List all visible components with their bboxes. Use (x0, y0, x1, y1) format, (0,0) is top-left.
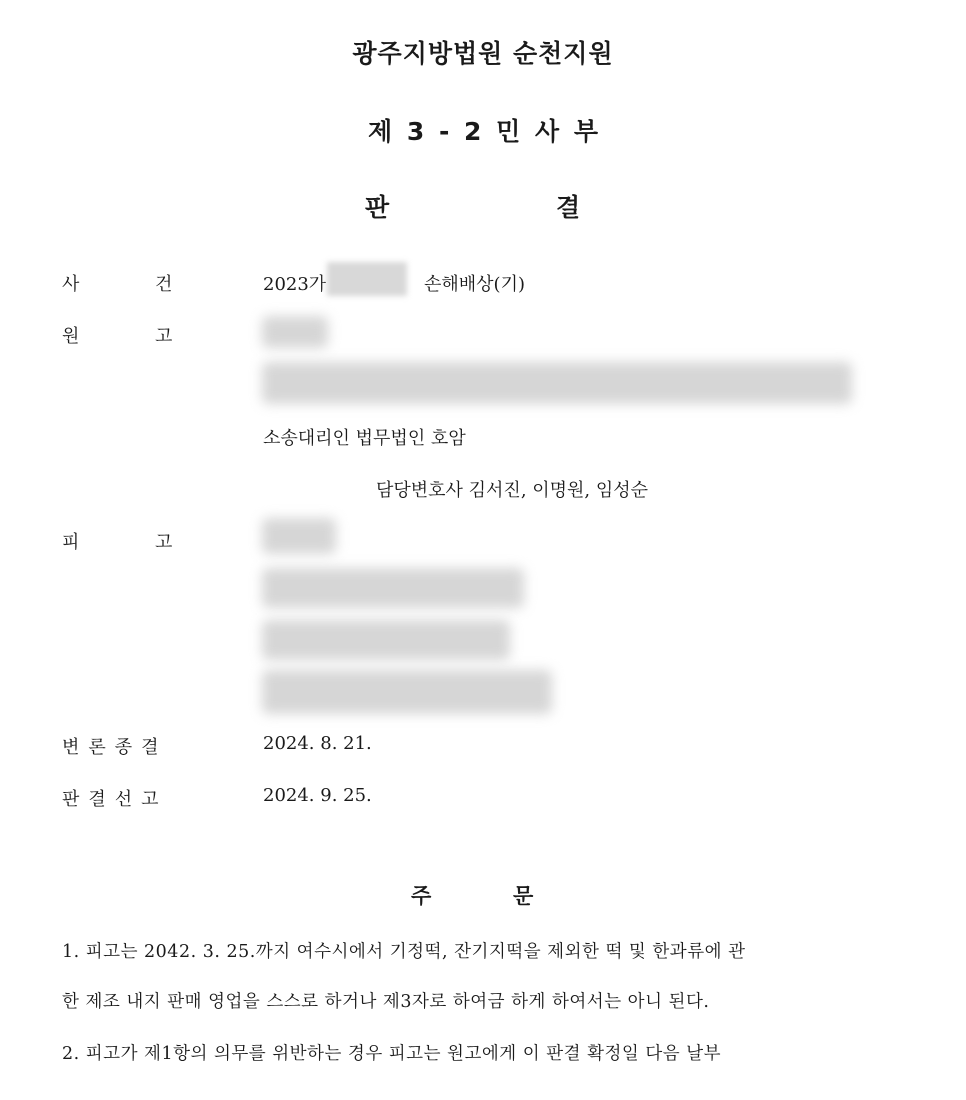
verdict-date: 2024. 9. 25. (263, 785, 372, 806)
redacted-case-number (327, 262, 407, 296)
document-title-first-char: 판 (365, 193, 390, 222)
closing-label: 변론종결 (62, 737, 168, 758)
order-line-3: 2. 피고가 제1항의 의무를 위반하는 경우 피고는 원고에게 이 판결 확정일 다음 날부 (62, 1044, 722, 1064)
plaintiff-row: 원 고 (62, 326, 173, 347)
case-row: 사 건 2023가 손해배상(기) (62, 270, 922, 300)
attorney-lawyers: 담당변호사 김서진, 이명원, 임성순 (376, 480, 649, 501)
order-line-1: 1. 피고는 2042. 3. 25.까지 여수시에서 기정떡, 잔기지떡을 제외한 떡 및 한과류에 관 (62, 942, 746, 962)
order-line-2: 한 제조 내지 판매 영업을 스스로 하거나 제3자로 하여금 하게 하여서는 아니 된다. (62, 992, 710, 1012)
redacted-plaintiff-name (262, 316, 328, 348)
case-title: 손해배상(기) (424, 274, 525, 295)
order-title-first-char: 주 (411, 883, 432, 908)
attorney-lawyers-row (62, 476, 922, 506)
defendant-row: 피 고 (62, 532, 173, 553)
document-title-second-char: 결 (556, 193, 581, 222)
attorney-row (62, 424, 922, 454)
redacted-plaintiff-address (262, 362, 852, 404)
redacted-defendant-address (262, 568, 524, 608)
case-number: 2023가 (263, 274, 327, 295)
closing-row (62, 733, 922, 763)
division-name: 제 3 - 2 민 사 부 (368, 117, 598, 146)
redacted-defendant-name (262, 518, 336, 554)
verdict-row (62, 785, 922, 815)
order-title-second-char: 문 (513, 883, 534, 908)
redacted-defendant-detail-1 (262, 620, 510, 660)
verdict-label: 판결선고 (62, 789, 168, 810)
attorney-firm: 소송대리인 법무법인 호암 (263, 428, 466, 449)
redacted-defendant-detail-2 (262, 670, 552, 714)
court-name: 광주지방법원 순천지원 (352, 39, 614, 68)
closing-date: 2024. 8. 21. (263, 733, 372, 754)
